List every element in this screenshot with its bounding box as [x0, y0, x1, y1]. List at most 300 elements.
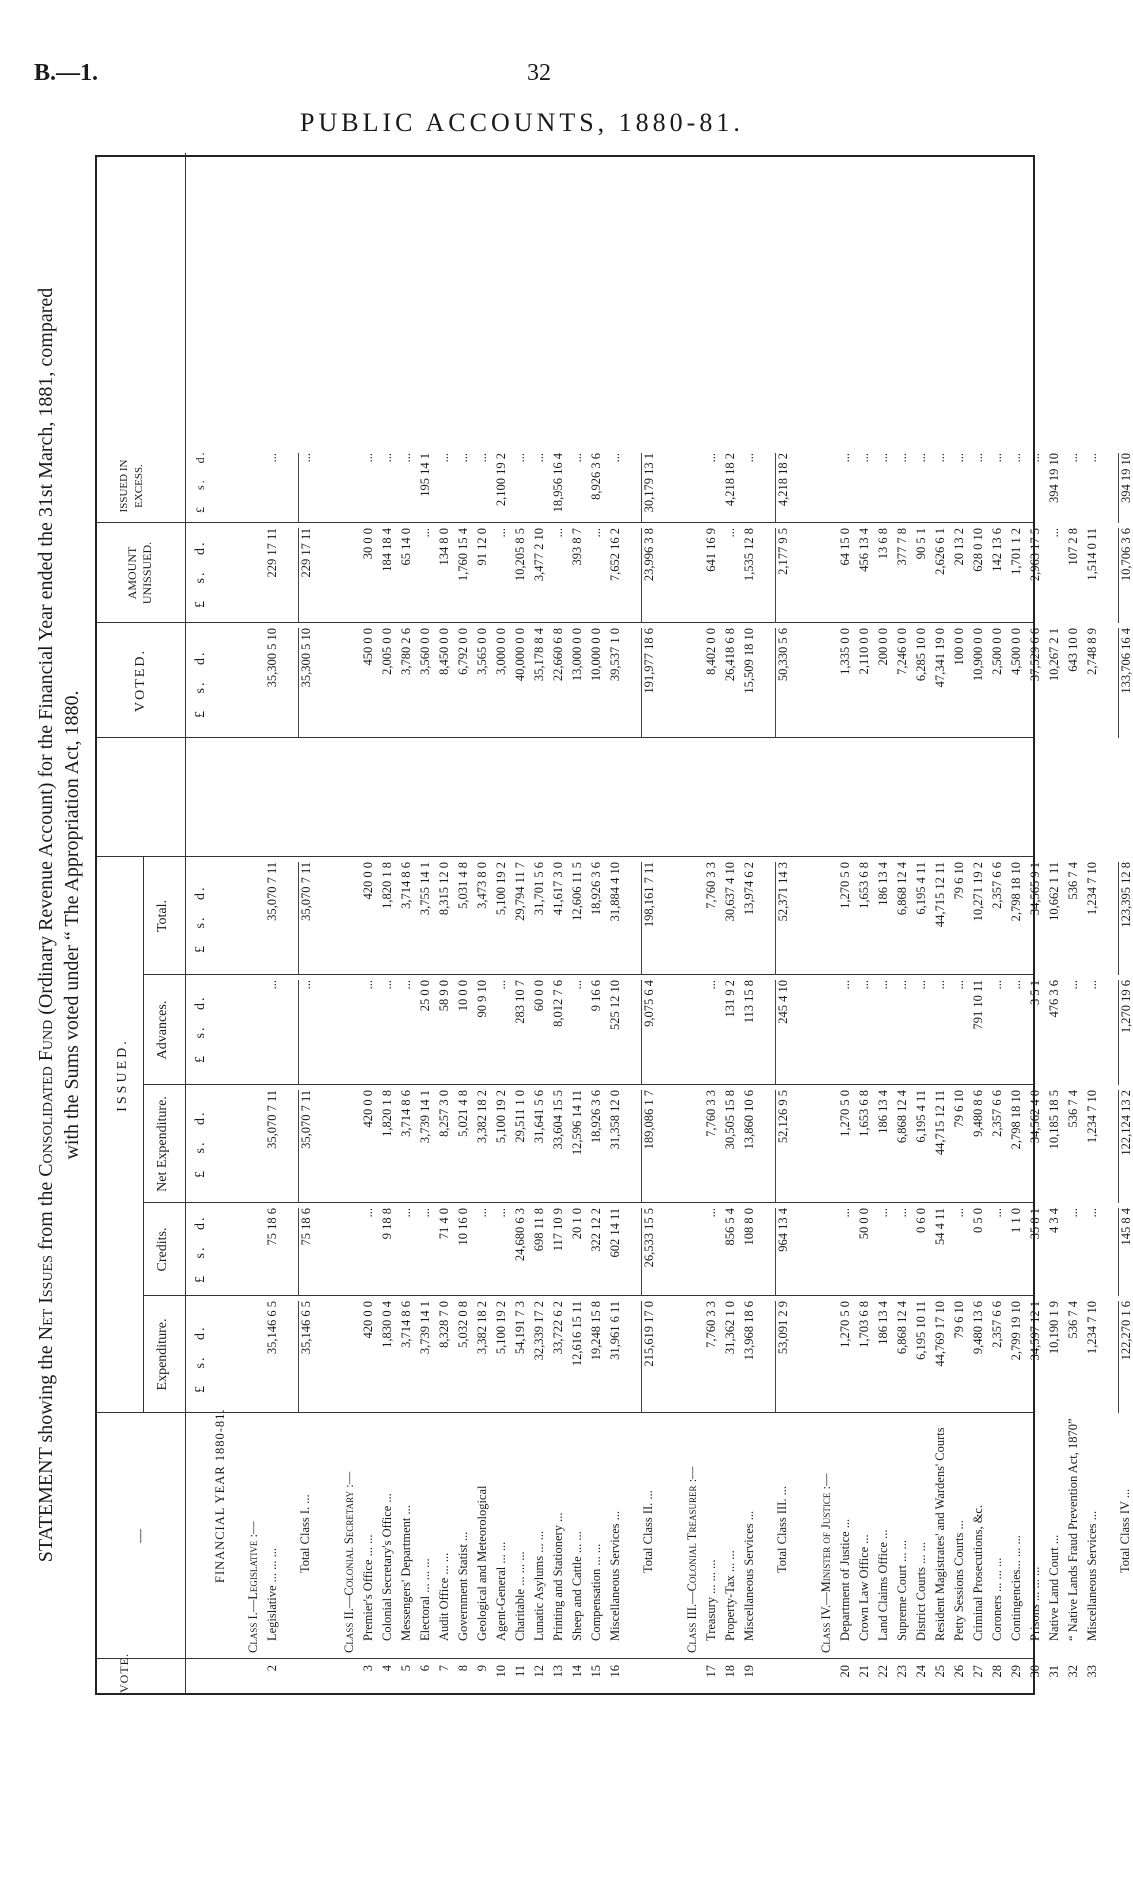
cell-unis: 7,652 16 2 [608, 528, 622, 582]
cell-unis: ... [723, 528, 737, 538]
cell-cred: 50 0 0 [857, 1208, 871, 1240]
cell-cred: ... [1066, 1208, 1080, 1218]
cell-adv: ... [895, 980, 909, 990]
cell-unis: 184 18 4 [380, 528, 394, 572]
cell-tot: 1,653 6 8 [857, 862, 871, 909]
cell-net: 31,358 12 0 [608, 1090, 622, 1150]
cell-tot: 186 13 4 [876, 862, 890, 906]
cell-tot: 41,617 3 0 [551, 862, 565, 916]
cell-adv: 58 9 0 [437, 980, 451, 1012]
lsd-subheader: £ s. d. [193, 1325, 208, 1393]
total-row [775, 153, 789, 1693]
cell-tot: 8,315 12 0 [437, 862, 451, 916]
vote-number: 23 [895, 1665, 909, 1678]
row-label: Native Land Court ... [1047, 1534, 1061, 1641]
cell-cred: ... [876, 1208, 890, 1218]
cell-net: 18,926 3 6 [589, 1090, 603, 1144]
cell-exc: ... [532, 453, 546, 463]
cell-exc: 394 19 10 [1118, 453, 1133, 523]
issued-in-excess-column-header: ISSUED IN EXCESS. [118, 459, 145, 513]
cell-adv: ... [952, 980, 966, 990]
cell-exp: 1,270 5 0 [838, 1301, 852, 1348]
table-row [1047, 153, 1061, 1693]
cell-voted: 3,780 2 6 [399, 628, 413, 675]
cell-exc: ... [1085, 453, 1099, 463]
cell-tot: 5,100 19 2 [494, 862, 508, 916]
cell-exp: 6,868 12 4 [895, 1301, 909, 1355]
cell-exp: 44,769 17 10 [933, 1301, 947, 1367]
row-label: Compensation ... ... [589, 1543, 603, 1641]
cell-exp: 33,722 6 2 [551, 1301, 565, 1355]
cell-net: 9,480 8 6 [971, 1090, 985, 1137]
row-label: Resident Magistrates' and Wardens' Courts [933, 1427, 947, 1641]
cell-exc: 2,100 19 2 [494, 453, 508, 507]
cell-adv: ... [570, 980, 584, 990]
table-row [418, 153, 432, 1693]
vote-number: 21 [857, 1665, 871, 1678]
table-row [399, 153, 413, 1693]
vote-number: 6 [418, 1665, 432, 1672]
row-label: Printing and Stationery ... [551, 1512, 565, 1641]
cell-tot: 52,371 14 3 [775, 862, 790, 975]
cell-exc: ... [895, 453, 909, 463]
vote-number: 19 [742, 1665, 756, 1678]
lsd-subheader: £ s. d. [193, 650, 208, 718]
cell-unis: 641 16 9 [704, 528, 718, 572]
cell-voted: 35,300 5 10 [265, 628, 279, 688]
row-label: Electoral ... ... ... [418, 1558, 432, 1641]
cell-voted: 40,000 0 0 [513, 628, 527, 682]
table-row [857, 153, 871, 1693]
cell-net: 3,382 18 2 [475, 1090, 489, 1144]
cell-adv: 9 16 6 [589, 980, 603, 1012]
cell-exp: 32,339 17 2 [532, 1301, 546, 1361]
cell-exp: 31,961 6 11 [608, 1301, 622, 1360]
vote-number: 12 [532, 1665, 546, 1678]
cell-voted: 3,565 0 0 [475, 628, 489, 675]
cell-unis: 2,963 17 5 [1028, 528, 1042, 582]
cell-tot: 10,662 1 11 [1047, 862, 1061, 921]
cell-exp: 12,616 15 11 [570, 1301, 584, 1367]
cell-net: 7,760 3 3 [704, 1090, 718, 1137]
cell-exp: 3,382 18 2 [475, 1301, 489, 1355]
cell-exc: ... [971, 453, 985, 463]
cell-adv: 10 0 0 [456, 980, 470, 1012]
cell-net: 31,641 5 6 [532, 1090, 546, 1144]
vote-number: 3 [361, 1665, 375, 1672]
cell-cred: ... [399, 1208, 413, 1218]
vote-number: 33 [1085, 1665, 1099, 1678]
cell-adv: ... [704, 980, 718, 990]
cell-net: 2,798 18 10 [1009, 1090, 1023, 1150]
cell-exp: 536 7 4 [1066, 1301, 1080, 1339]
vote-number: 9 [475, 1665, 489, 1672]
cell-tot: 2,357 6 6 [990, 862, 1004, 909]
cell-exp: 35,146 6 5 [265, 1301, 279, 1355]
vote-column-header: VOTE. [117, 1653, 131, 1693]
cell-tot: 3,473 8 0 [475, 862, 489, 909]
cell-adv: 1,270 19 6 [1118, 980, 1133, 1085]
cell-unis: 13 6 8 [876, 528, 890, 560]
cell-tot: 5,031 4 8 [456, 862, 470, 909]
cell-voted: 39,537 1 0 [608, 628, 622, 682]
cell-unis: ... [494, 528, 508, 538]
cell-unis: ... [418, 528, 432, 538]
row-label: Geological and Meteorological [475, 1485, 489, 1641]
cell-unis: 107 2 8 [1066, 528, 1080, 566]
class-heading-row [246, 153, 260, 1693]
table-row [1066, 153, 1080, 1693]
cell-voted: 100 0 0 [952, 628, 966, 666]
cell-net: 34,562 4 0 [1028, 1090, 1042, 1144]
cell-tot: 79 6 10 [952, 862, 966, 900]
table-row [265, 153, 279, 1693]
row-label: Coroners ... ... ... [990, 1557, 1004, 1641]
vote-number: 7 [437, 1665, 451, 1672]
vote-number: 10 [494, 1665, 508, 1678]
cell-cred: 20 1 0 [570, 1208, 584, 1240]
cell-exp: 10,190 1 9 [1047, 1301, 1061, 1355]
cell-cred: ... [1085, 1208, 1099, 1218]
cell-net: 1,234 7 10 [1085, 1090, 1099, 1144]
cell-exp: 8,328 7 0 [437, 1301, 451, 1348]
cell-net: 8,257 3 0 [437, 1090, 451, 1137]
page-number: 32 [527, 60, 551, 86]
cell-voted: 200 0 0 [876, 628, 890, 666]
cell-cred: ... [494, 1208, 508, 1218]
cell-exc: ... [876, 453, 890, 463]
cell-adv: ... [1085, 980, 1099, 990]
cell-exp: 53,091 2 9 [775, 1301, 790, 1413]
vote-number: 27 [971, 1665, 985, 1678]
cell-cred: 117 10 9 [551, 1208, 565, 1252]
cell-exp: 9,480 13 6 [971, 1301, 985, 1355]
table-row [380, 153, 394, 1693]
cell-unis: 91 12 0 [475, 528, 489, 566]
cell-adv: ... [361, 980, 375, 990]
cell-net: 5,100 19 2 [494, 1090, 508, 1144]
cell-voted: 191,977 18 6 [641, 628, 656, 738]
cell-exc: 4,218 18 2 [723, 453, 737, 507]
vote-number: 30 [1028, 1665, 1042, 1678]
cell-cred: 964 13 4 [775, 1208, 790, 1296]
cell-net: 186 13 4 [876, 1090, 890, 1134]
cell-voted: 2,500 0 0 [990, 628, 1004, 675]
cell-exc: 4,218 18 2 [775, 453, 790, 523]
cell-adv: 9,075 6 4 [641, 980, 656, 1085]
cell-voted: 133,706 16 4 [1118, 628, 1133, 738]
row-label: Class I.—Legislative :— [246, 1521, 260, 1653]
cell-voted: 8,450 0 0 [437, 628, 451, 675]
cell-adv: ... [876, 980, 890, 990]
row-label: Department of Justice ... [838, 1518, 852, 1641]
cell-cred: 10 16 0 [456, 1208, 470, 1246]
cell-exc: ... [857, 453, 871, 463]
cell-tot: 1,270 5 0 [838, 862, 852, 909]
cell-adv: 791 10 11 [971, 980, 985, 1030]
cell-exp: 420 0 0 [361, 1301, 375, 1339]
cell-exc: ... [608, 453, 622, 463]
cell-unis: ... [551, 528, 565, 538]
vote-number: 11 [513, 1665, 527, 1678]
cell-unis: 65 14 0 [399, 528, 413, 566]
row-label: Class II.—Colonial Secretary :— [342, 1471, 356, 1653]
cell-unis: 1,701 1 2 [1009, 528, 1023, 575]
cell-adv: 283 10 7 [513, 980, 527, 1024]
cell-exp: 6,195 10 11 [914, 1301, 928, 1360]
cell-cred: 24,680 6 3 [513, 1208, 527, 1262]
table-row [876, 153, 890, 1693]
vote-number: 13 [551, 1665, 565, 1678]
cell-exc: ... [952, 453, 966, 463]
table-row [990, 153, 1004, 1693]
row-label: District Courts ... ... [914, 1542, 928, 1641]
cell-exc: ... [742, 453, 756, 463]
rotated-statement [35, 155, 1133, 1695]
cell-tot: 12,606 11 5 [570, 862, 584, 921]
cell-voted: 6,285 10 0 [914, 628, 928, 682]
cell-net: 2,357 6 6 [990, 1090, 1004, 1137]
cell-cred: ... [361, 1208, 375, 1218]
row-label: Government Statist ... [456, 1531, 470, 1641]
cell-exc: ... [914, 453, 928, 463]
row-label: Legislative ... ... ... [265, 1547, 279, 1641]
cell-adv: ... [857, 980, 871, 990]
cell-adv: ... [380, 980, 394, 990]
cell-exp: 54,191 7 3 [513, 1301, 527, 1355]
row-label: Petty Sessions Courts ... [952, 1520, 966, 1641]
cell-exc: ... [990, 453, 1004, 463]
cell-net: 33,604 15 5 [551, 1090, 565, 1150]
cell-tot: 6,195 4 11 [914, 862, 928, 915]
cell-voted: 22,660 6 8 [551, 628, 565, 682]
cell-voted: 15,509 18 10 [742, 628, 756, 694]
row-label: Premier's Office ... ... [361, 1534, 375, 1641]
cell-voted: 35,300 5 10 [298, 628, 313, 738]
cell-exp: 13,968 18 6 [742, 1301, 756, 1361]
cell-exc: ... [380, 453, 394, 463]
cell-exc: ... [704, 453, 718, 463]
cell-unis: 23,996 3 8 [641, 528, 656, 623]
table-row [704, 153, 718, 1693]
cell-adv: 113 15 8 [742, 980, 756, 1024]
cell-unis: 2,626 6 1 [933, 528, 947, 575]
cell-tot: 7,760 3 3 [704, 862, 718, 909]
year-heading-row [213, 153, 227, 1693]
page-title: PUBLIC ACCOUNTS, 1880-81. [300, 108, 744, 137]
row-label: Total Class III. ... [775, 1486, 789, 1573]
cell-net: 189,086 1 7 [641, 1090, 656, 1203]
cell-voted: 10,000 0 0 [589, 628, 603, 682]
cell-unis: 10,205 8 5 [513, 528, 527, 582]
vote-number: 14 [570, 1665, 584, 1678]
accounts-table [95, 155, 1133, 1695]
cell-adv: ... [933, 980, 947, 990]
vote-number: 2 [265, 1665, 279, 1672]
total-row [298, 153, 312, 1693]
table-row [838, 153, 852, 1693]
cell-unis: 1,514 0 11 [1085, 528, 1099, 581]
row-label: Messengers' Department ... [399, 1505, 413, 1641]
cell-cred: 75 18 6 [298, 1208, 313, 1296]
total-row [1118, 153, 1132, 1693]
cell-unis: 456 13 4 [857, 528, 871, 572]
cell-net: 44,715 12 11 [933, 1090, 947, 1156]
cell-tot: 3,755 14 1 [418, 862, 432, 916]
table-row [494, 153, 508, 1693]
cell-exp: 186 13 4 [876, 1301, 890, 1345]
cell-unis: 1,535 12 8 [742, 528, 756, 582]
cell-voted: 37,529 6 6 [1028, 628, 1042, 682]
row-label: Charitable ... ... ... [513, 1551, 527, 1641]
cell-exc: ... [265, 453, 279, 463]
cell-unis: 30 0 0 [361, 528, 375, 560]
table-row [513, 153, 527, 1693]
cell-exc: ... [513, 453, 527, 463]
cell-exp: 35,146 6 5 [298, 1301, 313, 1413]
table-row [895, 153, 909, 1693]
cell-cred: ... [895, 1208, 909, 1218]
row-label: Criminal Prosecutions, &c. [971, 1504, 985, 1641]
cell-voted: 2,110 0 0 [857, 628, 871, 675]
vote-number: 15 [589, 1665, 603, 1678]
cell-cred: ... [990, 1208, 1004, 1218]
cell-tot: 123,395 12 8 [1118, 862, 1133, 975]
cell-net: 35,070 7 11 [298, 1090, 313, 1203]
vote-number: 29 [1009, 1665, 1023, 1678]
cell-exc: ... [838, 453, 852, 463]
cell-exp: 3,714 8 6 [399, 1301, 413, 1348]
cell-exc: ... [456, 453, 470, 463]
cell-cred: ... [418, 1208, 432, 1218]
cell-unis: 64 15 0 [838, 528, 852, 566]
cell-adv: ... [265, 980, 279, 990]
row-label: FINANCIAL YEAR 1880-81. [213, 1408, 227, 1583]
cell-net: 13,860 10 6 [742, 1090, 756, 1150]
cell-cred: ... [952, 1208, 966, 1218]
cell-voted: 3,000 0 0 [494, 628, 508, 675]
cell-tot: 420 0 0 [361, 862, 375, 900]
row-label: Supreme Court ... ... [895, 1539, 909, 1641]
cell-cred: 9 18 8 [380, 1208, 394, 1240]
cell-exp: 2,357 6 6 [990, 1301, 1004, 1348]
vote-number: 31 [1047, 1665, 1061, 1678]
cell-exc: ... [298, 453, 313, 523]
cell-unis: ... [1047, 528, 1061, 538]
row-label: Land Claims Office ... [876, 1529, 890, 1641]
cell-tot: 34,565 9 1 [1028, 862, 1042, 916]
cell-unis: 3,477 2 10 [532, 528, 546, 582]
cell-exc: 195 14 1 [418, 453, 432, 497]
cell-exc: ... [1009, 453, 1023, 463]
cell-cred: 108 8 0 [742, 1208, 756, 1246]
table-row [742, 153, 756, 1693]
cell-exc: ... [437, 453, 451, 463]
cell-voted: 4,500 0 0 [1009, 628, 1023, 675]
row-label: “ Native Lands Fraud Prevention Act, 1870” [1066, 1418, 1080, 1641]
cell-exc: ... [475, 453, 489, 463]
cell-unis: ... [589, 528, 603, 538]
table-row [589, 153, 603, 1693]
cell-tot: 1,234 7 10 [1085, 862, 1099, 916]
cell-cred: 26,533 15 5 [641, 1208, 656, 1296]
cell-tot: 35,070 7 11 [265, 862, 279, 921]
cell-tot: 10,271 19 2 [971, 862, 985, 922]
cell-exp: 5,100 19 2 [494, 1301, 508, 1355]
cell-exp: 1,234 7 10 [1085, 1301, 1099, 1355]
lsd-subheader: £ s. d. [193, 1110, 208, 1178]
cell-exp: 31,362 1 0 [723, 1301, 737, 1355]
class-heading-row [819, 153, 833, 1693]
cell-tot: 2,798 18 10 [1009, 862, 1023, 922]
cell-tot: 13,974 6 2 [742, 862, 756, 916]
row-label: Class III.—Colonial Treasurer :— [685, 1466, 699, 1653]
vote-number: 4 [380, 1665, 394, 1672]
cell-voted: 450 0 0 [361, 628, 375, 666]
cell-net: 35,070 7 11 [265, 1090, 279, 1149]
cell-net: 1,653 6 8 [857, 1090, 871, 1137]
issued-group-header: ISSUED. [115, 1038, 130, 1112]
cell-voted: 13,000 0 0 [570, 628, 584, 682]
cell-tot: 6,868 12 4 [895, 862, 909, 916]
cell-exp: 5,032 0 8 [456, 1301, 470, 1348]
vote-number: 20 [838, 1665, 852, 1678]
table-row [532, 153, 546, 1693]
cell-exc: 8,926 3 6 [589, 453, 603, 500]
cell-cred: 322 12 2 [589, 1208, 603, 1252]
advances-column-header: Advances. [155, 1000, 170, 1060]
table-row [914, 153, 928, 1693]
lsd-subheader: £ s. d. [193, 540, 208, 608]
lsd-subheader: £ s. d. [193, 450, 207, 513]
row-label: Miscellaneous Services ... [742, 1510, 756, 1641]
cell-exc: 18,956 16 4 [551, 453, 565, 513]
cell-net: 3,714 8 6 [399, 1090, 413, 1137]
table-row [608, 153, 622, 1693]
cell-exp: 1,830 0 4 [380, 1301, 394, 1348]
cell-adv: ... [494, 980, 508, 990]
cell-net: 6,868 12 4 [895, 1090, 909, 1144]
row-label: Lunatic Asylums ... ... [532, 1530, 546, 1641]
expenditure-column-header: Expenditure. [155, 1318, 170, 1391]
cell-net: 29,511 1 0 [513, 1090, 527, 1143]
cell-cred: 698 11 8 [532, 1208, 546, 1252]
cell-voted: 47,341 19 0 [933, 628, 947, 688]
cell-adv: 131 9 2 [723, 980, 737, 1018]
vote-number: 28 [990, 1665, 1004, 1678]
cell-voted: 6,792 0 0 [456, 628, 470, 675]
vote-number: 16 [608, 1665, 622, 1678]
cell-voted: 10,900 0 0 [971, 628, 985, 682]
cell-cred: 71 4 0 [437, 1208, 451, 1240]
vote-number: 26 [952, 1665, 966, 1678]
row-label: Class IV.—Minister of Justice :— [819, 1473, 833, 1653]
description-column-header: — [133, 1529, 148, 1543]
cell-net: 10,185 18 5 [1047, 1090, 1061, 1150]
cell-exc: ... [1028, 453, 1042, 463]
table-row [952, 153, 966, 1693]
cell-exp: 2,799 19 10 [1009, 1301, 1023, 1361]
cell-voted: 643 10 0 [1066, 628, 1080, 672]
cell-cred: 1 1 0 [1009, 1208, 1023, 1233]
vote-number: 22 [876, 1665, 890, 1678]
cell-net: 52,126 9 5 [775, 1090, 790, 1203]
cell-net: 1,270 5 0 [838, 1090, 852, 1137]
cell-net: 79 6 10 [952, 1090, 966, 1128]
row-label: Crown Law Office ... [857, 1534, 871, 1641]
cell-exc: ... [570, 453, 584, 463]
class-heading-row [685, 153, 699, 1693]
